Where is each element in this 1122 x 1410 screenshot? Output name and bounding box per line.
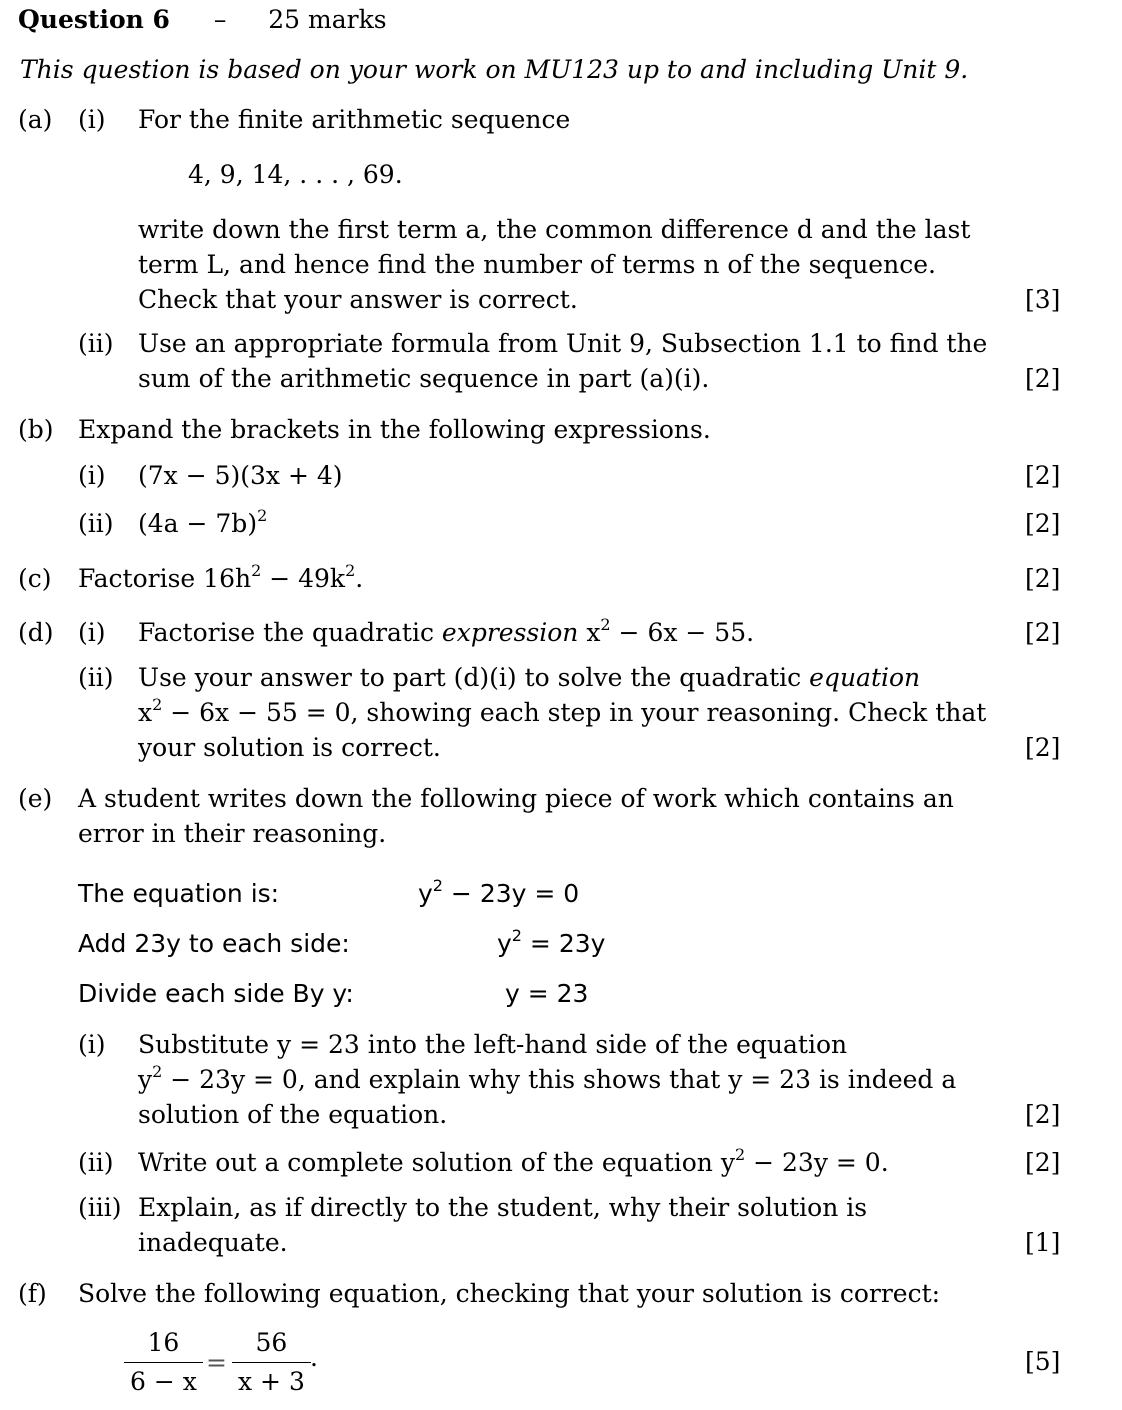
part-c-mid: − 49k bbox=[261, 564, 346, 593]
mark-e-ii: [2] bbox=[1025, 1148, 1061, 1177]
part-e-line1: A student writes down the following piece of work which contains an bbox=[78, 784, 954, 813]
work-row3-label: Divide each side By y: bbox=[78, 979, 354, 1008]
part-d-ii-line3: your solution is correct. bbox=[138, 733, 441, 762]
fraction-right-denominator: x + 3 bbox=[238, 1367, 305, 1396]
part-c-exp2: 2 bbox=[345, 560, 356, 580]
fraction-left-denominator: 6 − x bbox=[130, 1367, 197, 1396]
fraction-left bbox=[124, 1326, 203, 1399]
part-b-ii-label: (ii) bbox=[78, 509, 114, 538]
mark-a-i: [3] bbox=[1025, 285, 1061, 314]
fraction-right-numerator: 56 bbox=[232, 1326, 311, 1363]
part-b-ii-exp: 2 bbox=[257, 505, 268, 525]
work-row3-eq: y = 23 bbox=[505, 979, 589, 1008]
part-e-line2: error in their reasoning. bbox=[78, 819, 387, 848]
part-a-i-line4: Check that your answer is correct. bbox=[138, 285, 578, 314]
part-d-ii-line1 bbox=[138, 663, 920, 693]
work-row2-a: y bbox=[497, 929, 512, 958]
part-d-i-em: expression bbox=[441, 618, 579, 647]
part-f-label: (f) bbox=[18, 1279, 47, 1308]
work-row1-exp: 2 bbox=[432, 875, 443, 895]
part-e-i-exp: 2 bbox=[152, 1061, 163, 1081]
part-e-i-line2 bbox=[138, 1061, 957, 1095]
work-row2-label: Add 23y to each side: bbox=[78, 929, 350, 958]
part-d-label: (d) bbox=[18, 618, 54, 647]
part-c-exp1: 2 bbox=[251, 560, 262, 580]
part-e-i-line3: solution of the equation. bbox=[138, 1100, 448, 1129]
part-a-ii-line1: Use an appropriate formula from Unit 9, Subsection 1.1 to find the bbox=[138, 329, 988, 358]
work-row1-eq bbox=[418, 875, 580, 909]
part-b-ii-expr bbox=[138, 505, 268, 539]
part-e-label: (e) bbox=[18, 784, 53, 813]
fraction-left-numerator: 16 bbox=[124, 1326, 203, 1363]
part-c-end: . bbox=[355, 564, 364, 593]
question-header bbox=[18, 5, 387, 35]
part-c-label: (c) bbox=[18, 564, 52, 593]
part-e-iii-label: (iii) bbox=[78, 1193, 122, 1222]
question-intro: This question is based on your work on MU123 up to and including Unit 9. bbox=[20, 55, 969, 84]
part-d-ii-line2b: − 6x − 55 = 0, showing each step in your reasoning. Check that bbox=[162, 698, 987, 727]
part-d-i-exp: 2 bbox=[600, 614, 611, 634]
mark-d-ii: [2] bbox=[1025, 733, 1061, 762]
header-dash: – bbox=[213, 5, 227, 34]
mark-b-i: [2] bbox=[1025, 461, 1061, 490]
work-row1-a: y bbox=[418, 879, 433, 908]
part-b-ii-base: (4a − 7b) bbox=[138, 509, 258, 538]
question-title: Question 6 bbox=[18, 5, 170, 34]
work-row1-label: The equation is: bbox=[78, 879, 280, 908]
part-d-i-c: − 6x − 55. bbox=[610, 618, 755, 647]
part-a-ii-label: (ii) bbox=[78, 329, 114, 358]
part-d-ii-line1a: Use your answer to part (d)(i) to solve the quadratic bbox=[138, 663, 810, 692]
part-e-iii-line1: Explain, as if directly to the student, why their solution is bbox=[138, 1193, 868, 1222]
part-a-label: (a) bbox=[18, 105, 53, 134]
part-d-ii-line2 bbox=[138, 694, 987, 728]
part-d-ii-line2a: x bbox=[138, 698, 153, 727]
mark-b-ii: [2] bbox=[1025, 509, 1061, 538]
work-row2-eq bbox=[497, 925, 606, 959]
mark-a-ii: [2] bbox=[1025, 364, 1061, 393]
work-row2-exp: 2 bbox=[511, 925, 522, 945]
part-b-label: (b) bbox=[18, 415, 54, 444]
mark-d-i: [2] bbox=[1025, 618, 1061, 647]
part-e-i-line1: Substitute y = 23 into the left-hand side of the equation bbox=[138, 1030, 848, 1059]
part-b-i-label: (i) bbox=[78, 461, 106, 490]
part-d-i-label: (i) bbox=[78, 618, 106, 647]
part-e-ii-text bbox=[138, 1144, 889, 1178]
part-a-i-line2: write down the first term a, the common difference d and the last bbox=[138, 215, 971, 244]
part-b-i-expr: (7x − 5)(3x + 4) bbox=[138, 461, 343, 490]
part-a-i-line1: For the finite arithmetic sequence bbox=[138, 105, 571, 134]
part-e-ii-b: − 23y = 0. bbox=[745, 1148, 889, 1177]
mark-c: [2] bbox=[1025, 564, 1061, 593]
part-d-ii-label: (ii) bbox=[78, 663, 114, 692]
mark-e-iii: [1] bbox=[1025, 1228, 1061, 1257]
sequence: 4, 9, 14, . . . , 69. bbox=[188, 160, 403, 189]
question-marks: 25 marks bbox=[268, 5, 387, 34]
part-e-i-line2a: y bbox=[138, 1065, 153, 1094]
part-d-i-b: x bbox=[578, 618, 601, 647]
part-e-i-label: (i) bbox=[78, 1030, 106, 1059]
part-e-i-line2b: − 23y = 0, and explain why this shows that y = 23 is indeed a bbox=[162, 1065, 957, 1094]
mark-f: [5] bbox=[1025, 1347, 1061, 1376]
part-b-text: Expand the brackets in the following expressions. bbox=[78, 415, 711, 444]
work-row2-b: = 23y bbox=[521, 929, 606, 958]
part-c-a: Factorise 16h bbox=[78, 564, 252, 593]
fraction-period: . bbox=[310, 1343, 318, 1372]
part-a-ii-line2: sum of the arithmetic sequence in part (a)(i). bbox=[138, 364, 710, 393]
part-c-text bbox=[78, 560, 364, 594]
mark-e-i: [2] bbox=[1025, 1100, 1061, 1129]
fraction-right bbox=[232, 1326, 311, 1399]
part-d-ii-exp: 2 bbox=[152, 694, 163, 714]
part-a-i-label: (i) bbox=[78, 105, 106, 134]
part-a-i-line3: term L, and hence find the number of terms n of the sequence. bbox=[138, 250, 936, 279]
part-d-i-text bbox=[138, 614, 755, 648]
part-f-text: Solve the following equation, checking that your solution is correct: bbox=[78, 1279, 941, 1308]
work-row1-b: − 23y = 0 bbox=[442, 879, 580, 908]
part-e-iii-line2: inadequate. bbox=[138, 1228, 288, 1257]
part-e-ii-a: Write out a complete solution of the equation y bbox=[138, 1148, 735, 1177]
part-d-i-a: Factorise the quadratic bbox=[138, 618, 442, 647]
part-e-ii-exp: 2 bbox=[734, 1144, 746, 1164]
part-d-ii-em: equation bbox=[809, 663, 921, 692]
fraction-equals: = bbox=[206, 1348, 227, 1377]
part-e-ii-label: (ii) bbox=[78, 1148, 114, 1177]
